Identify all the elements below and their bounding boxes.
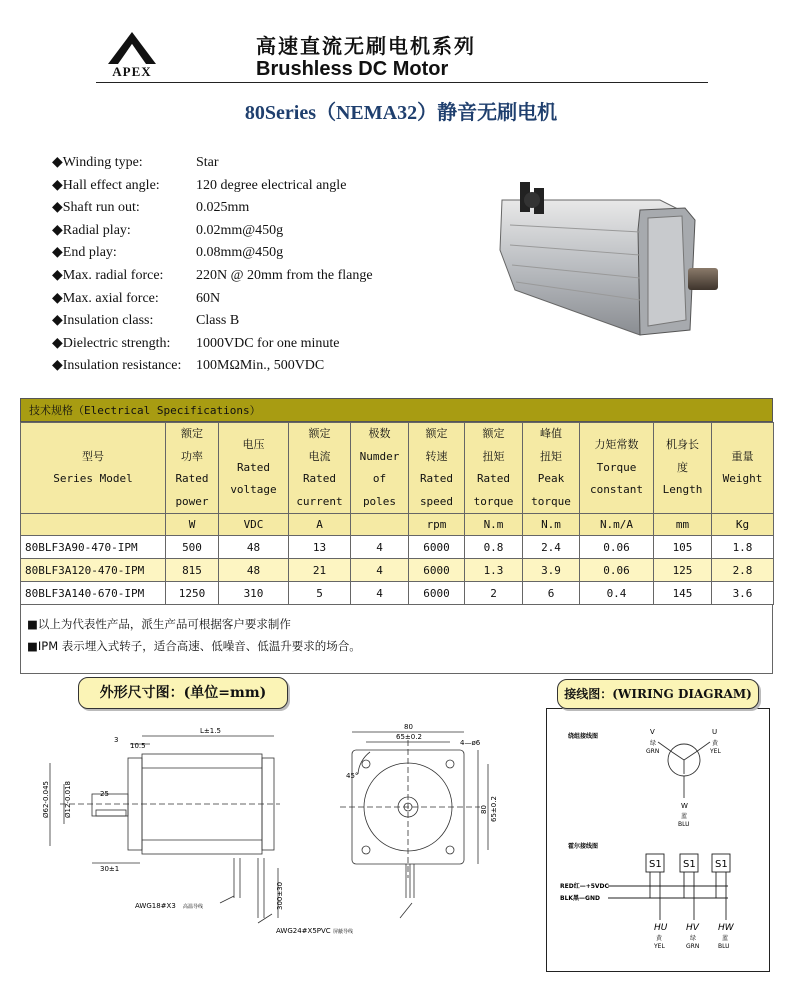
dim-30-label: 30±1 (100, 865, 120, 873)
hall-ground-label: BLK黑—GND (560, 895, 600, 902)
dim-65-width: 65±0.2 (396, 733, 422, 741)
spec-label: ◆Hall effect angle: (52, 177, 160, 193)
col-header-speed: 额定 转速 Rated speed (409, 423, 465, 514)
dim-shaft-dia: Ø12-0.018 (64, 781, 72, 818)
dim-holes-label: 4—ø6 (460, 739, 481, 747)
winding-u-color-en: YEL (710, 748, 721, 755)
hall-hu-label: HU (654, 923, 668, 933)
table-row: 80BLF3A120-470-IPM 815 48 21 4 6000 1.3 3.9 0.06 125 2.8 (21, 559, 774, 582)
header-divider (96, 82, 708, 83)
dimension-section-label: 外形尺寸图：(单位=mm) (78, 677, 288, 709)
page-title-cn: 高速直流无刷电机系列 (256, 34, 476, 58)
unit-row: W VDC A rpm N.m N.m N.m/A mm Kg (21, 514, 774, 536)
col-header-peak-torque: 峰值 扭矩 Peak torque (523, 423, 580, 514)
spec-label: ◆Radial play: (52, 222, 131, 238)
hall-hw-label: HW (718, 923, 734, 933)
hall-hv-label: HV (686, 923, 699, 933)
dim-25-label: 25 (100, 790, 109, 798)
wiring-section-label: 接线图：(WIRING DIAGRAM) (557, 679, 759, 709)
dim-65-height: 65±0.2 (490, 796, 498, 822)
spec-label: ◆End play: (52, 245, 117, 261)
spec-label: ◆Insulation resistance: (52, 358, 182, 374)
hall-hu-color-en: YEL (654, 943, 665, 950)
note-line: ■以上为代表性产品，派生产品可根据客户要求制作 (27, 617, 291, 631)
spec-value: 0.02mm@450g (196, 222, 284, 238)
dim-l-label: L±1.5 (200, 727, 221, 735)
winding-v-color-cn: 绿 (650, 740, 657, 747)
winding-v-color-en: GRN (646, 748, 660, 755)
col-header-length: 机身长 度 Length (654, 423, 712, 514)
hall-hv-color-en: GRN (686, 943, 700, 950)
hall-diagram-title: 霍尔接线图 (568, 843, 599, 850)
col-header-poles: 极数 Numder of poles (351, 423, 409, 514)
series-title: 80Series（NEMA32）静音无刷电机 (244, 102, 558, 124)
col-header-current: 额定 电流 Rated current (289, 423, 351, 514)
spec-value: Star (196, 155, 219, 170)
winding-v-label: V (650, 728, 655, 736)
spec-value: 0.025mm (196, 200, 250, 216)
spec-label: ◆Insulation class: (52, 313, 154, 329)
dim-10-5-label: 10.5 (130, 742, 146, 750)
col-header-weight: 重量 Weight (712, 423, 774, 514)
dim-pilot-dia: Ø62-0.045 (42, 781, 50, 818)
dim-300-label: 300±30 (276, 881, 284, 910)
spec-value: 60N (196, 290, 221, 306)
dim-angle: 45° (346, 772, 359, 780)
col-header-model: 型号 Series Model (21, 423, 166, 514)
cable1-cn-label: 高温导线 (183, 904, 204, 910)
hall-hv-color-cn: 绿 (690, 935, 697, 942)
spec-value: 120 degree electrical angle (196, 177, 347, 193)
col-header-torque: 额定 扭矩 Rated torque (465, 423, 523, 514)
winding-w-color-en: BLU (678, 821, 690, 828)
motor-photo (490, 170, 730, 350)
dimension-drawing (40, 718, 510, 948)
hall-power-label: RED红—+5VDC (560, 883, 609, 890)
winding-w-color-cn: 蓝 (681, 813, 688, 820)
spec-label: ◆Shaft run out: (52, 200, 140, 216)
hall-hu-color-cn: 黄 (656, 935, 663, 942)
spec-label: ◆Dielectric strength: (52, 335, 171, 351)
col-header-power: 额定 功率 Rated power (166, 423, 219, 514)
cable1-label: AWG18#X3 (135, 902, 176, 910)
brand-name: APEX (112, 64, 152, 79)
spec-value: 1000VDC for one minute (196, 335, 340, 351)
dim-80-height: 80 (480, 805, 488, 814)
spec-label: ◆Max. radial force: (52, 267, 164, 283)
spec-table (20, 422, 774, 605)
page-title-en: Brushless DC Motor (256, 58, 449, 80)
hall-sensor-2: S1 (683, 859, 696, 870)
hall-hw-color-en: BLU (718, 943, 730, 950)
col-header-voltage: 电压 Rated voltage (219, 423, 289, 514)
table-caption: 技术规格（Electrical Specifications） (20, 398, 773, 422)
winding-diagram-title: 绕组接线图 (568, 733, 599, 740)
dim-3-label: 3 (114, 736, 119, 744)
col-header-torque-constant: 力矩常数 Torque constant (580, 423, 654, 514)
winding-u-label: U (712, 728, 718, 736)
cable2-cn-label: 屏蔽导线 (333, 929, 354, 935)
dim-80-width: 80 (404, 723, 413, 731)
spec-value: 220N @ 20mm from the flange (196, 267, 373, 283)
wiring-diagram (546, 708, 768, 970)
cable2-label: AWG24#X5PVC (276, 927, 331, 935)
spec-label: ◆Max. axial force: (52, 290, 159, 306)
winding-w-label: W (681, 802, 688, 810)
spec-table-section (20, 398, 773, 674)
hall-sensor-3: S1 (715, 859, 728, 870)
table-row: 80BLF3A90-470-IPM 500 48 13 4 6000 0.8 2.4 0.06 105 1.8 (21, 536, 774, 559)
hall-hw-color-cn: 蓝 (722, 935, 729, 942)
spec-value: Class B (196, 313, 240, 329)
hall-sensor-1: S1 (649, 859, 662, 870)
spec-value: 100MΩMin., 500VDC (196, 358, 325, 374)
note-line: ■IPM 表示埋入式转子，适合高速、低噪音、低温升要求的场合。 (27, 639, 361, 653)
table-row: 80BLF3A140-670-IPM 1250 310 5 4 6000 2 6 0.4 145 3.6 (21, 582, 774, 605)
table-notes (20, 605, 773, 674)
winding-u-color-cn: 黄 (712, 740, 719, 747)
apex-logo (104, 30, 160, 66)
spec-label: ◆Winding type: (52, 155, 143, 170)
spec-value: 0.08mm@450g (196, 245, 284, 261)
